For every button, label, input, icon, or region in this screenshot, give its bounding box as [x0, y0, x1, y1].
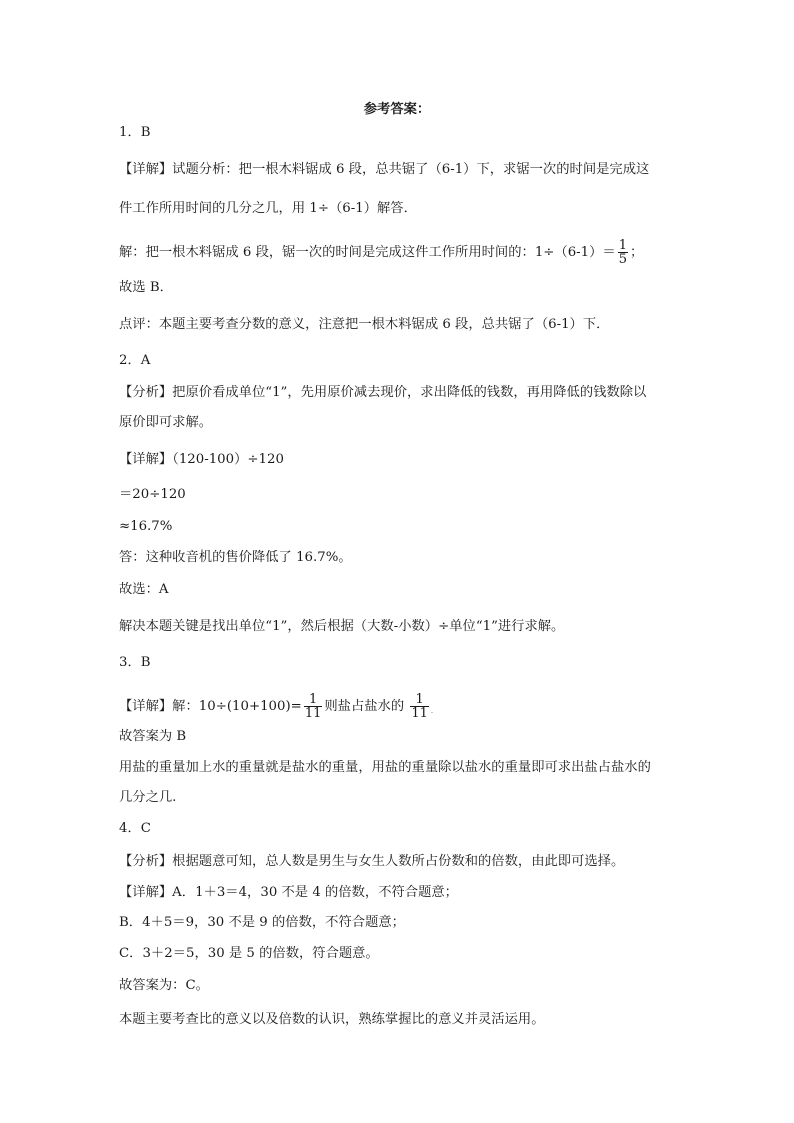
- q1-solution: [119, 239, 643, 266]
- q4-note: 本题主要考查比的意义以及倍数的认识，熟练掌握比的意义并灵活运用。: [119, 1012, 545, 1027]
- q1-choose: 故选 B．: [119, 280, 173, 295]
- q3-detail-mid: 则盐占盐水的: [324, 699, 405, 714]
- q2-choose: 故选：A: [119, 582, 169, 597]
- q4-detail-b: B．4＋5＝9，30 不是 9 的倍数，不符合题意；: [119, 915, 405, 930]
- q1-number: 1．B: [119, 125, 151, 140]
- q1-detail-line2: 件工作所用时间的几分之几，用 1÷（6-1）解答．: [119, 201, 417, 216]
- page-title: 参考答案：: [363, 102, 431, 117]
- q1-detail-line1: 【详解】试题分析：把一根木料锯成 6 段，总共锯了（6-1）下，求锯一次的时间是完成这: [119, 162, 650, 177]
- q1-comment: 点评：本题主要考查分数的意义，注意把一根木料锯成 6 段，总共锯了（6-1）下．: [119, 317, 610, 332]
- q2-note: 解决本题关键是找出单位“1”，然后根据（大数-小数）÷单位“1”进行求解。: [119, 619, 565, 634]
- q2-answer: 答：这种收音机的售价降低了 16.7%。: [119, 550, 352, 565]
- q3-fraction-2-denominator: 11: [411, 706, 428, 721]
- q1-fraction-denominator: 5: [618, 252, 628, 267]
- q3-number: 3．B: [119, 655, 151, 670]
- q3-detail: [119, 693, 433, 720]
- q2-detail-line2: ＝20÷120: [119, 487, 186, 502]
- q3-fraction-1-denominator: 11: [304, 706, 322, 721]
- q3-detail-text: 【详解】解：10÷(10+100)=: [119, 699, 302, 714]
- q3-fraction-1-numerator: 1: [304, 693, 323, 707]
- q3-note-line1: 用盐的重量加上水的重量就是盐水的重量，用盐的重量除以盐水的重量即可求出盐占盐水的: [119, 760, 651, 775]
- q3-answer: 故答案为 B: [119, 729, 187, 744]
- q1-fraction: [618, 239, 628, 266]
- q2-analysis-line1: 【分析】把原价看成单位“1”，先用原价减去现价，求出降低的钱数，再用降低的钱数除以: [119, 385, 647, 400]
- q2-number: 2．A: [119, 353, 151, 368]
- q4-analysis: 【分析】根据题意可知，总人数是男生与女生人数所占份数和的倍数，由此即可选择。: [119, 854, 625, 869]
- q3-fraction-2-numerator: 1: [410, 693, 429, 707]
- q3-fraction-1: [304, 693, 323, 720]
- q4-detail-a: 【详解】A．1＋3＝4，30 不是 4 的倍数，不符合题意；: [119, 885, 458, 900]
- q2-detail-line3: ≈16.7%: [119, 519, 173, 534]
- q1-solution-end: ；: [630, 245, 644, 260]
- q2-detail-line1: 【详解】（120-100）÷120: [119, 452, 284, 467]
- q3-fraction-2: [410, 693, 429, 720]
- q3-note-line2: 几分之几.: [119, 790, 177, 805]
- q3-detail-dot: .: [430, 707, 434, 715]
- q2-analysis-line2: 原价即可求解。: [119, 415, 213, 430]
- q1-fraction-numerator: 1: [618, 238, 628, 253]
- q4-number: 4．C: [119, 821, 151, 836]
- q1-solution-text: 解：把一根木料锯成 6 段，锯一次的时间是完成这件工作所用时间的：1÷（6-1）＝: [119, 245, 616, 260]
- q4-answer: 故答案为：C。: [119, 978, 209, 993]
- q4-detail-c: C．3＋2＝5，30 是 5 的倍数，符合题意。: [119, 946, 379, 961]
